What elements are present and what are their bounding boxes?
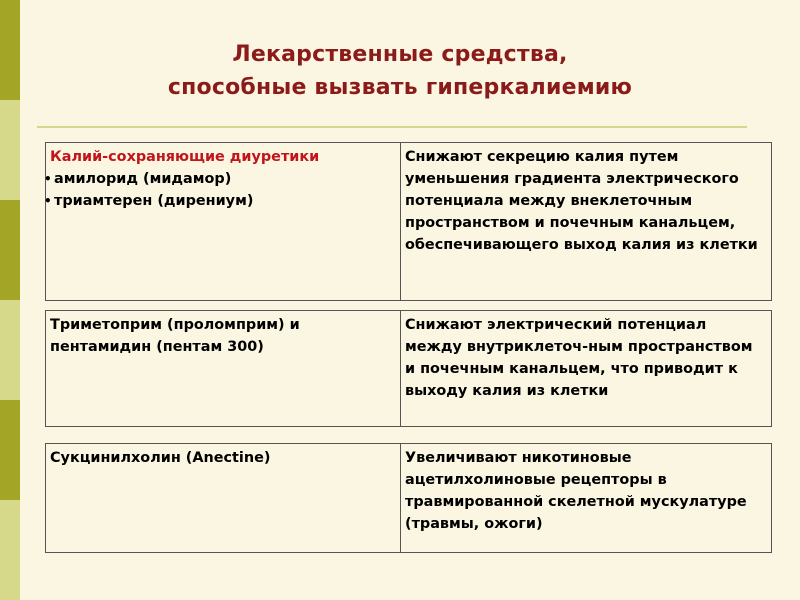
slide-title-line-2: способные вызвать гиперкалиемию	[167, 75, 633, 100]
table-row	[46, 143, 772, 301]
list-item	[44, 190, 396, 212]
mechanism-cell: Снижают электрический потенциал между внутриклеточ-ным пространством и почечным канальцем, что приводит к выходу калия из клетки	[401, 311, 772, 427]
left-decorative-bar	[0, 0, 20, 600]
drug-table-potassium-sparing	[45, 142, 772, 301]
list-item	[44, 168, 396, 190]
bar-segment	[0, 0, 20, 100]
drug-table-trimethoprim	[45, 310, 772, 427]
drug-cell: Триметоприм (проломприм) и пентамидин (пентам 300)	[46, 311, 401, 427]
bar-segment	[0, 100, 20, 200]
mechanism-cell: Снижают секрецию калия путем уменьшения градиента электрического потенциала между внеклеточным пространством и почечным канальцем, обеспечивающего выход калия из клетки	[401, 143, 772, 301]
table-row	[46, 311, 772, 427]
drug-cell: Сукцинилхолин (Anectine)	[46, 444, 401, 553]
bar-segment	[0, 300, 20, 400]
drug-table-succinylcholine	[45, 443, 772, 553]
slide-title-line-1: Лекарственные средства,	[232, 42, 568, 67]
bar-segment	[0, 400, 20, 500]
slide-title	[60, 38, 740, 104]
bar-segment	[0, 500, 20, 600]
drug-cell	[46, 143, 401, 301]
bar-segment	[0, 200, 20, 300]
table-row	[46, 444, 772, 553]
bullet-icon: •	[44, 194, 52, 208]
bullet-icon: •	[44, 172, 52, 186]
drug-name: триамтерен (дирениум)	[54, 193, 254, 209]
drug-name: амилорид (мидамор)	[54, 171, 232, 187]
drug-class-heading: Калий-сохраняющие диуретики	[50, 149, 320, 165]
mechanism-cell: Увеличивают никотиновые ацетилхолиновые рецепторы в травмированной скелетной мускулатуре (травмы, ожоги)	[401, 444, 772, 553]
title-divider	[37, 126, 747, 128]
